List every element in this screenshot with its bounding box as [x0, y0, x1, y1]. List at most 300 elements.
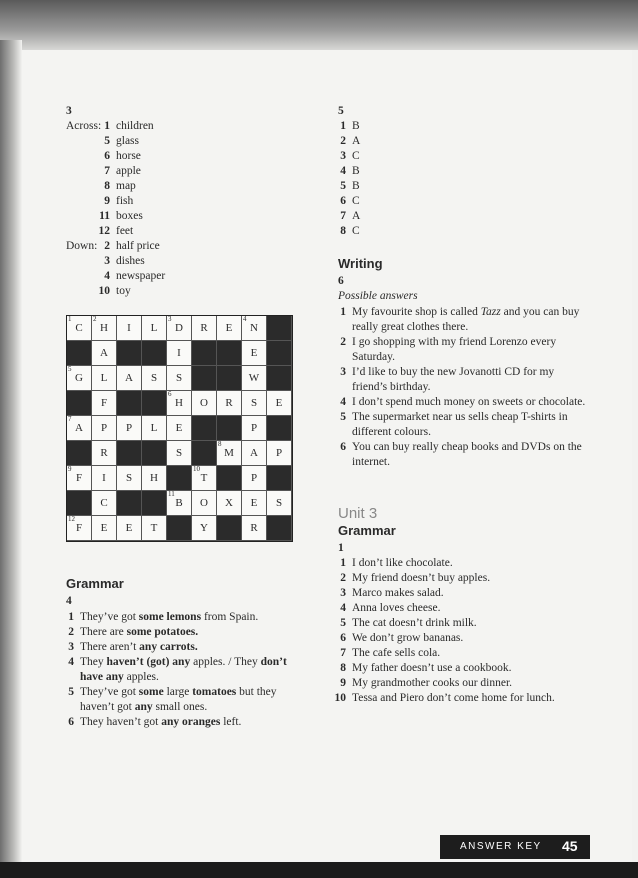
cell-letter: F — [75, 522, 83, 534]
crossword-cell — [92, 416, 117, 441]
down-label: Down: — [66, 240, 98, 252]
across-answer — [96, 134, 154, 149]
item-number: 2 — [340, 135, 346, 147]
across-answer — [96, 164, 154, 179]
item-number: 7 — [104, 165, 110, 177]
cell-letter: A — [250, 447, 258, 459]
clue-number: 7 — [68, 415, 72, 423]
crossword-cell — [192, 466, 217, 491]
item-number: 3 — [340, 587, 346, 599]
item-number: 6 — [340, 632, 346, 644]
crossword-block — [67, 441, 92, 466]
cell-letter: R — [100, 447, 108, 459]
grammar-answer — [60, 625, 310, 640]
unit-grammar-answers — [332, 556, 592, 706]
item-number: 5 — [340, 617, 346, 629]
crossword-cell — [217, 491, 242, 516]
clue-number: 1 — [68, 315, 72, 323]
crossword-cell — [142, 316, 167, 341]
item-text: C — [352, 150, 360, 162]
item-text: Marco makes salad. — [352, 587, 444, 599]
across-answer — [96, 179, 154, 194]
cell-letter: R — [225, 397, 233, 409]
down-answer — [96, 254, 165, 269]
mc-answer — [332, 179, 360, 194]
text-fragment: You can buy really cheap books and DVDs on the internet. — [352, 441, 582, 468]
item-text — [352, 410, 592, 440]
possible-answers-label: Possible answers — [338, 290, 418, 302]
crossword-cell — [167, 416, 192, 441]
answer-key-label: ANSWER KEY — [460, 841, 542, 852]
clue-number: 4 — [243, 315, 247, 323]
crossword-cell — [242, 366, 267, 391]
cell-letter: H — [150, 472, 158, 484]
bold-answer: any — [134, 701, 153, 713]
item-text: A — [352, 135, 361, 147]
crossword-block — [67, 341, 92, 366]
unit-answer — [332, 661, 592, 676]
bold-answer: some lemons — [138, 611, 202, 623]
writing-answer — [332, 365, 592, 395]
crossword-block — [217, 516, 242, 541]
cell-letter: N — [250, 322, 258, 334]
item-number: 1 — [340, 120, 346, 132]
cell-letter: L — [150, 322, 158, 334]
crossword-cell — [92, 391, 117, 416]
crossword-block — [117, 491, 142, 516]
cell-letter: A — [75, 422, 83, 434]
text-fragment: There are — [80, 626, 127, 638]
clue-number: 6 — [168, 390, 172, 398]
crossword-cell — [192, 316, 217, 341]
item-number: 8 — [340, 662, 346, 674]
item-text — [352, 395, 585, 410]
crossword-cell — [92, 466, 117, 491]
item-text: B — [352, 180, 360, 192]
cell-letter: E — [225, 322, 233, 334]
crossword-cell — [117, 416, 142, 441]
crossword-cell — [167, 316, 192, 341]
crossword-block — [192, 416, 217, 441]
crossword-block — [67, 491, 92, 516]
crossword-cell — [92, 316, 117, 341]
text-fragment: I go shopping with my friend Lorenzo every Saturday. — [352, 336, 557, 363]
shop-name: Tazz — [480, 306, 501, 318]
across-answer — [96, 119, 154, 134]
unit-answer — [332, 631, 592, 646]
crossword-cell — [117, 316, 142, 341]
item-text — [80, 655, 310, 685]
grammar-answers — [60, 610, 310, 730]
cell-letter: F — [75, 472, 83, 484]
cell-letter: C — [75, 322, 83, 334]
mc-answer — [332, 224, 360, 239]
writing-answer — [332, 305, 592, 335]
item-text — [80, 610, 258, 625]
down-answer — [96, 284, 165, 299]
item-text: boxes — [116, 210, 143, 222]
item-text: toy — [116, 285, 131, 297]
item-number: 6 — [68, 716, 74, 728]
cell-letter: W — [248, 372, 260, 384]
crossword-block — [142, 491, 167, 516]
cell-letter: S — [175, 372, 183, 384]
across-label: Across: — [66, 120, 102, 132]
item-number: 10 — [334, 692, 346, 704]
item-number: 5 — [68, 686, 74, 698]
unit-answer — [332, 556, 592, 571]
item-text: B — [352, 120, 360, 132]
item-number: 12 — [98, 225, 110, 237]
cell-letter: E — [175, 422, 183, 434]
item-text: B — [352, 165, 360, 177]
text-fragment: My favourite shop is called — [352, 306, 481, 318]
text-fragment: I’d like to buy the new Jovanotti CD for my friend’s birthday. — [352, 366, 555, 393]
cell-letter: D — [175, 322, 183, 334]
unit-answer — [332, 586, 592, 601]
item-text — [352, 440, 592, 470]
cell-letter: I — [127, 322, 131, 334]
item-text: We don’t grow bananas. — [352, 632, 464, 644]
cell-letter: A — [125, 372, 133, 384]
crossword-block — [192, 366, 217, 391]
crossword-block — [267, 316, 292, 341]
item-number: 9 — [340, 677, 346, 689]
down-answer — [96, 269, 165, 284]
clue-number: 8 — [218, 440, 222, 448]
bold-answer: some — [138, 686, 164, 698]
crossword-cell — [242, 391, 267, 416]
crossword-cell — [242, 441, 267, 466]
item-text: My father doesn’t use a cookbook. — [352, 662, 512, 674]
text-fragment: apples. / They — [190, 656, 261, 668]
scan-bottom-edge — [0, 862, 638, 878]
item-text: Anna loves cheese. — [352, 602, 441, 614]
cell-letter: P — [100, 422, 108, 434]
crossword-cell — [167, 491, 192, 516]
crossword-cell — [242, 491, 267, 516]
crossword-cell — [192, 491, 217, 516]
crossword-block — [142, 441, 167, 466]
item-number: 2 — [340, 572, 346, 584]
crossword-cell — [217, 441, 242, 466]
text-fragment: They — [80, 656, 107, 668]
cell-letter: I — [177, 347, 181, 359]
cell-letter: H — [175, 397, 183, 409]
cell-letter: P — [250, 472, 258, 484]
across-answers — [96, 119, 154, 239]
text-fragment: I don’t spend much money on sweets or chocolate. — [352, 396, 586, 408]
item-text: I don’t like chocolate. — [352, 557, 453, 569]
item-text: apple — [116, 165, 141, 177]
crossword-cell — [267, 391, 292, 416]
item-text: map — [116, 180, 136, 192]
item-number: 4 — [340, 396, 346, 408]
mc-answer — [332, 209, 360, 224]
item-number: 6 — [104, 150, 110, 162]
text-fragment: The supermarket near us sells cheap T-shirts in different colours. — [352, 411, 568, 438]
grammar-answer — [60, 685, 310, 715]
cell-letter: C — [100, 497, 108, 509]
text-fragment: They haven’t got — [80, 716, 162, 728]
crossword-block — [267, 366, 292, 391]
unit-grammar-heading: Grammar — [338, 523, 396, 538]
cell-letter: P — [250, 422, 258, 434]
item-number: 5 — [340, 411, 346, 423]
crossword-block — [217, 366, 242, 391]
cell-letter: O — [200, 397, 208, 409]
crossword-block — [142, 391, 167, 416]
item-number: 7 — [340, 210, 346, 222]
writing-answer — [332, 395, 592, 410]
item-text: half price — [116, 240, 160, 252]
cell-letter: S — [250, 397, 258, 409]
item-text: glass — [116, 135, 139, 147]
clue-number: 9 — [68, 465, 72, 473]
crossword-block — [192, 441, 217, 466]
answer-key-footer — [440, 835, 590, 859]
crossword-cell — [117, 516, 142, 541]
crossword-block — [67, 391, 92, 416]
item-number: 4 — [104, 270, 110, 282]
crossword-cell — [67, 416, 92, 441]
cell-letter: S — [275, 497, 283, 509]
text-fragment: left. — [220, 716, 242, 728]
crossword-cell — [92, 341, 117, 366]
cell-letter: Y — [200, 522, 208, 534]
cell-letter: G — [75, 372, 83, 384]
crossword-cell — [142, 466, 167, 491]
item-text: Tessa and Piero don’t come home for lunch. — [352, 692, 555, 704]
item-text: fish — [116, 195, 134, 207]
crossword-block — [267, 416, 292, 441]
crossword-cell — [167, 366, 192, 391]
crossword-cell — [242, 416, 267, 441]
text-fragment: They’ve got — [80, 686, 139, 698]
clue-number: 5 — [68, 365, 72, 373]
unit-answer — [332, 691, 592, 706]
down-answer — [96, 239, 165, 254]
grammar-answer — [60, 640, 310, 655]
bold-answer: tomatoes — [192, 686, 237, 698]
crossword-cell — [267, 441, 292, 466]
crossword-block — [117, 441, 142, 466]
clue-number: 11 — [168, 490, 175, 498]
bold-answer: haven’t (got) any — [106, 656, 191, 668]
clue-number: 12 — [68, 515, 75, 523]
crossword-cell — [67, 316, 92, 341]
across-answer — [96, 149, 154, 164]
cell-letter: S — [175, 447, 183, 459]
cell-letter: O — [200, 497, 208, 509]
grammar-answer — [60, 715, 310, 730]
bold-answer: don’t have any — [80, 656, 287, 683]
crossword-cell — [92, 516, 117, 541]
section-number-3: 3 — [66, 105, 72, 117]
item-number: 9 — [104, 195, 110, 207]
writing-answer — [332, 335, 592, 365]
text-fragment: small ones. — [152, 701, 208, 713]
crossword-cell — [242, 516, 267, 541]
cell-letter: E — [250, 497, 258, 509]
cell-letter: T — [150, 522, 158, 534]
item-number: 7 — [340, 647, 346, 659]
crossword-grid — [66, 315, 293, 542]
page-number: 45 — [562, 838, 578, 854]
crossword-block — [117, 341, 142, 366]
clue-number: 3 — [168, 315, 172, 323]
crossword-cell — [192, 391, 217, 416]
item-number: 2 — [340, 336, 346, 348]
crossword-cell — [92, 441, 117, 466]
text-fragment: large — [163, 686, 193, 698]
crossword-block — [117, 391, 142, 416]
across-answer — [96, 194, 154, 209]
item-text: C — [352, 225, 360, 237]
item-number: 3 — [340, 366, 346, 378]
crossword-block — [167, 516, 192, 541]
cell-letter: T — [200, 472, 208, 484]
crossword-cell — [217, 391, 242, 416]
item-text — [352, 365, 592, 395]
item-text: horse — [116, 150, 141, 162]
unit-label: Unit 3 — [338, 505, 378, 522]
cell-letter: I — [102, 472, 106, 484]
writing-answers — [332, 305, 592, 470]
item-text — [80, 625, 198, 640]
crossword-cell — [142, 366, 167, 391]
text-fragment: but they haven’t got — [80, 686, 277, 713]
item-text — [352, 335, 592, 365]
crossword-cell — [242, 341, 267, 366]
scan-binding-shadow — [0, 40, 22, 878]
text-fragment: They’ve got — [80, 611, 139, 623]
unit-answer — [332, 676, 592, 691]
cell-letter: A — [100, 347, 108, 359]
item-number: 6 — [340, 195, 346, 207]
item-text: My grandmother cooks our dinner. — [352, 677, 513, 689]
item-text: My friend doesn’t buy apples. — [352, 572, 491, 584]
text-fragment: and you can buy really great clothes there. — [352, 306, 580, 333]
crossword-block — [217, 416, 242, 441]
item-number: 8 — [104, 180, 110, 192]
mc-answer — [332, 134, 360, 149]
cell-letter: E — [250, 347, 258, 359]
crossword-block — [267, 466, 292, 491]
crossword-block — [167, 466, 192, 491]
multiple-choice-answers — [332, 119, 360, 239]
cell-letter: S — [125, 472, 133, 484]
crossword-cell — [67, 466, 92, 491]
crossword-cell — [167, 341, 192, 366]
item-number: 1 — [68, 611, 74, 623]
item-text: The cafe sells cola. — [352, 647, 441, 659]
writing-exercise-number: 6 — [338, 275, 344, 287]
item-number: 5 — [340, 180, 346, 192]
item-number: 3 — [68, 641, 74, 653]
crossword-cell — [117, 366, 142, 391]
grammar-exercise-number: 4 — [66, 595, 72, 607]
mc-answer — [332, 119, 360, 134]
unit-answer — [332, 571, 592, 586]
crossword-cell — [217, 316, 242, 341]
unit-answer — [332, 646, 592, 661]
item-text: children — [116, 120, 154, 132]
crossword-block — [217, 466, 242, 491]
crossword-cell — [167, 391, 192, 416]
writing-answer — [332, 410, 592, 440]
cell-letter: E — [100, 522, 108, 534]
crossword-cell — [192, 516, 217, 541]
mc-answer — [332, 149, 360, 164]
crossword-block — [267, 516, 292, 541]
bold-answer: some potatoes. — [126, 626, 199, 638]
crossword-block — [267, 341, 292, 366]
crossword-cell — [67, 516, 92, 541]
grammar-heading: Grammar — [66, 576, 124, 591]
scan-top-shadow — [0, 0, 638, 50]
cell-letter: B — [175, 497, 183, 509]
item-text: A — [352, 210, 361, 222]
item-text — [352, 305, 592, 335]
item-text: The cat doesn’t drink milk. — [352, 617, 477, 629]
grammar-answer — [60, 655, 310, 685]
item-number: 2 — [104, 240, 110, 252]
item-number: 8 — [340, 225, 346, 237]
cell-letter: X — [225, 497, 233, 509]
item-number: 5 — [104, 135, 110, 147]
crossword-cell — [267, 491, 292, 516]
cell-letter: L — [100, 372, 108, 384]
bold-answer: any oranges — [161, 716, 221, 728]
clue-number: 2 — [93, 315, 97, 323]
item-number: 4 — [68, 656, 74, 668]
crossword-cell — [67, 366, 92, 391]
unit-answer — [332, 601, 592, 616]
item-number: 1 — [340, 306, 346, 318]
crossword-cell — [117, 466, 142, 491]
crossword-block — [192, 341, 217, 366]
item-number: 4 — [340, 165, 346, 177]
crossword-block — [142, 341, 167, 366]
cell-letter: E — [275, 397, 283, 409]
unit-answer — [332, 616, 592, 631]
cell-letter: R — [250, 522, 258, 534]
item-number: 3 — [340, 150, 346, 162]
cell-letter: L — [150, 422, 158, 434]
item-number: 10 — [98, 285, 110, 297]
grammar-answer — [60, 610, 310, 625]
item-text: dishes — [116, 255, 145, 267]
text-fragment: There aren’t — [80, 641, 140, 653]
writing-heading: Writing — [338, 256, 383, 271]
crossword-cell — [142, 416, 167, 441]
item-number: 3 — [104, 255, 110, 267]
item-text: newspaper — [116, 270, 166, 282]
item-number: 1 — [340, 557, 346, 569]
text-fragment: apples. — [123, 671, 159, 683]
cell-letter: E — [125, 522, 133, 534]
item-text: feet — [116, 225, 134, 237]
bold-answer: any carrots. — [139, 641, 198, 653]
item-number: 4 — [340, 602, 346, 614]
text-fragment: from Spain. — [201, 611, 259, 623]
across-answer — [96, 224, 154, 239]
cell-letter: P — [125, 422, 133, 434]
cell-letter: S — [150, 372, 158, 384]
crossword-block — [217, 341, 242, 366]
item-text — [80, 640, 198, 655]
